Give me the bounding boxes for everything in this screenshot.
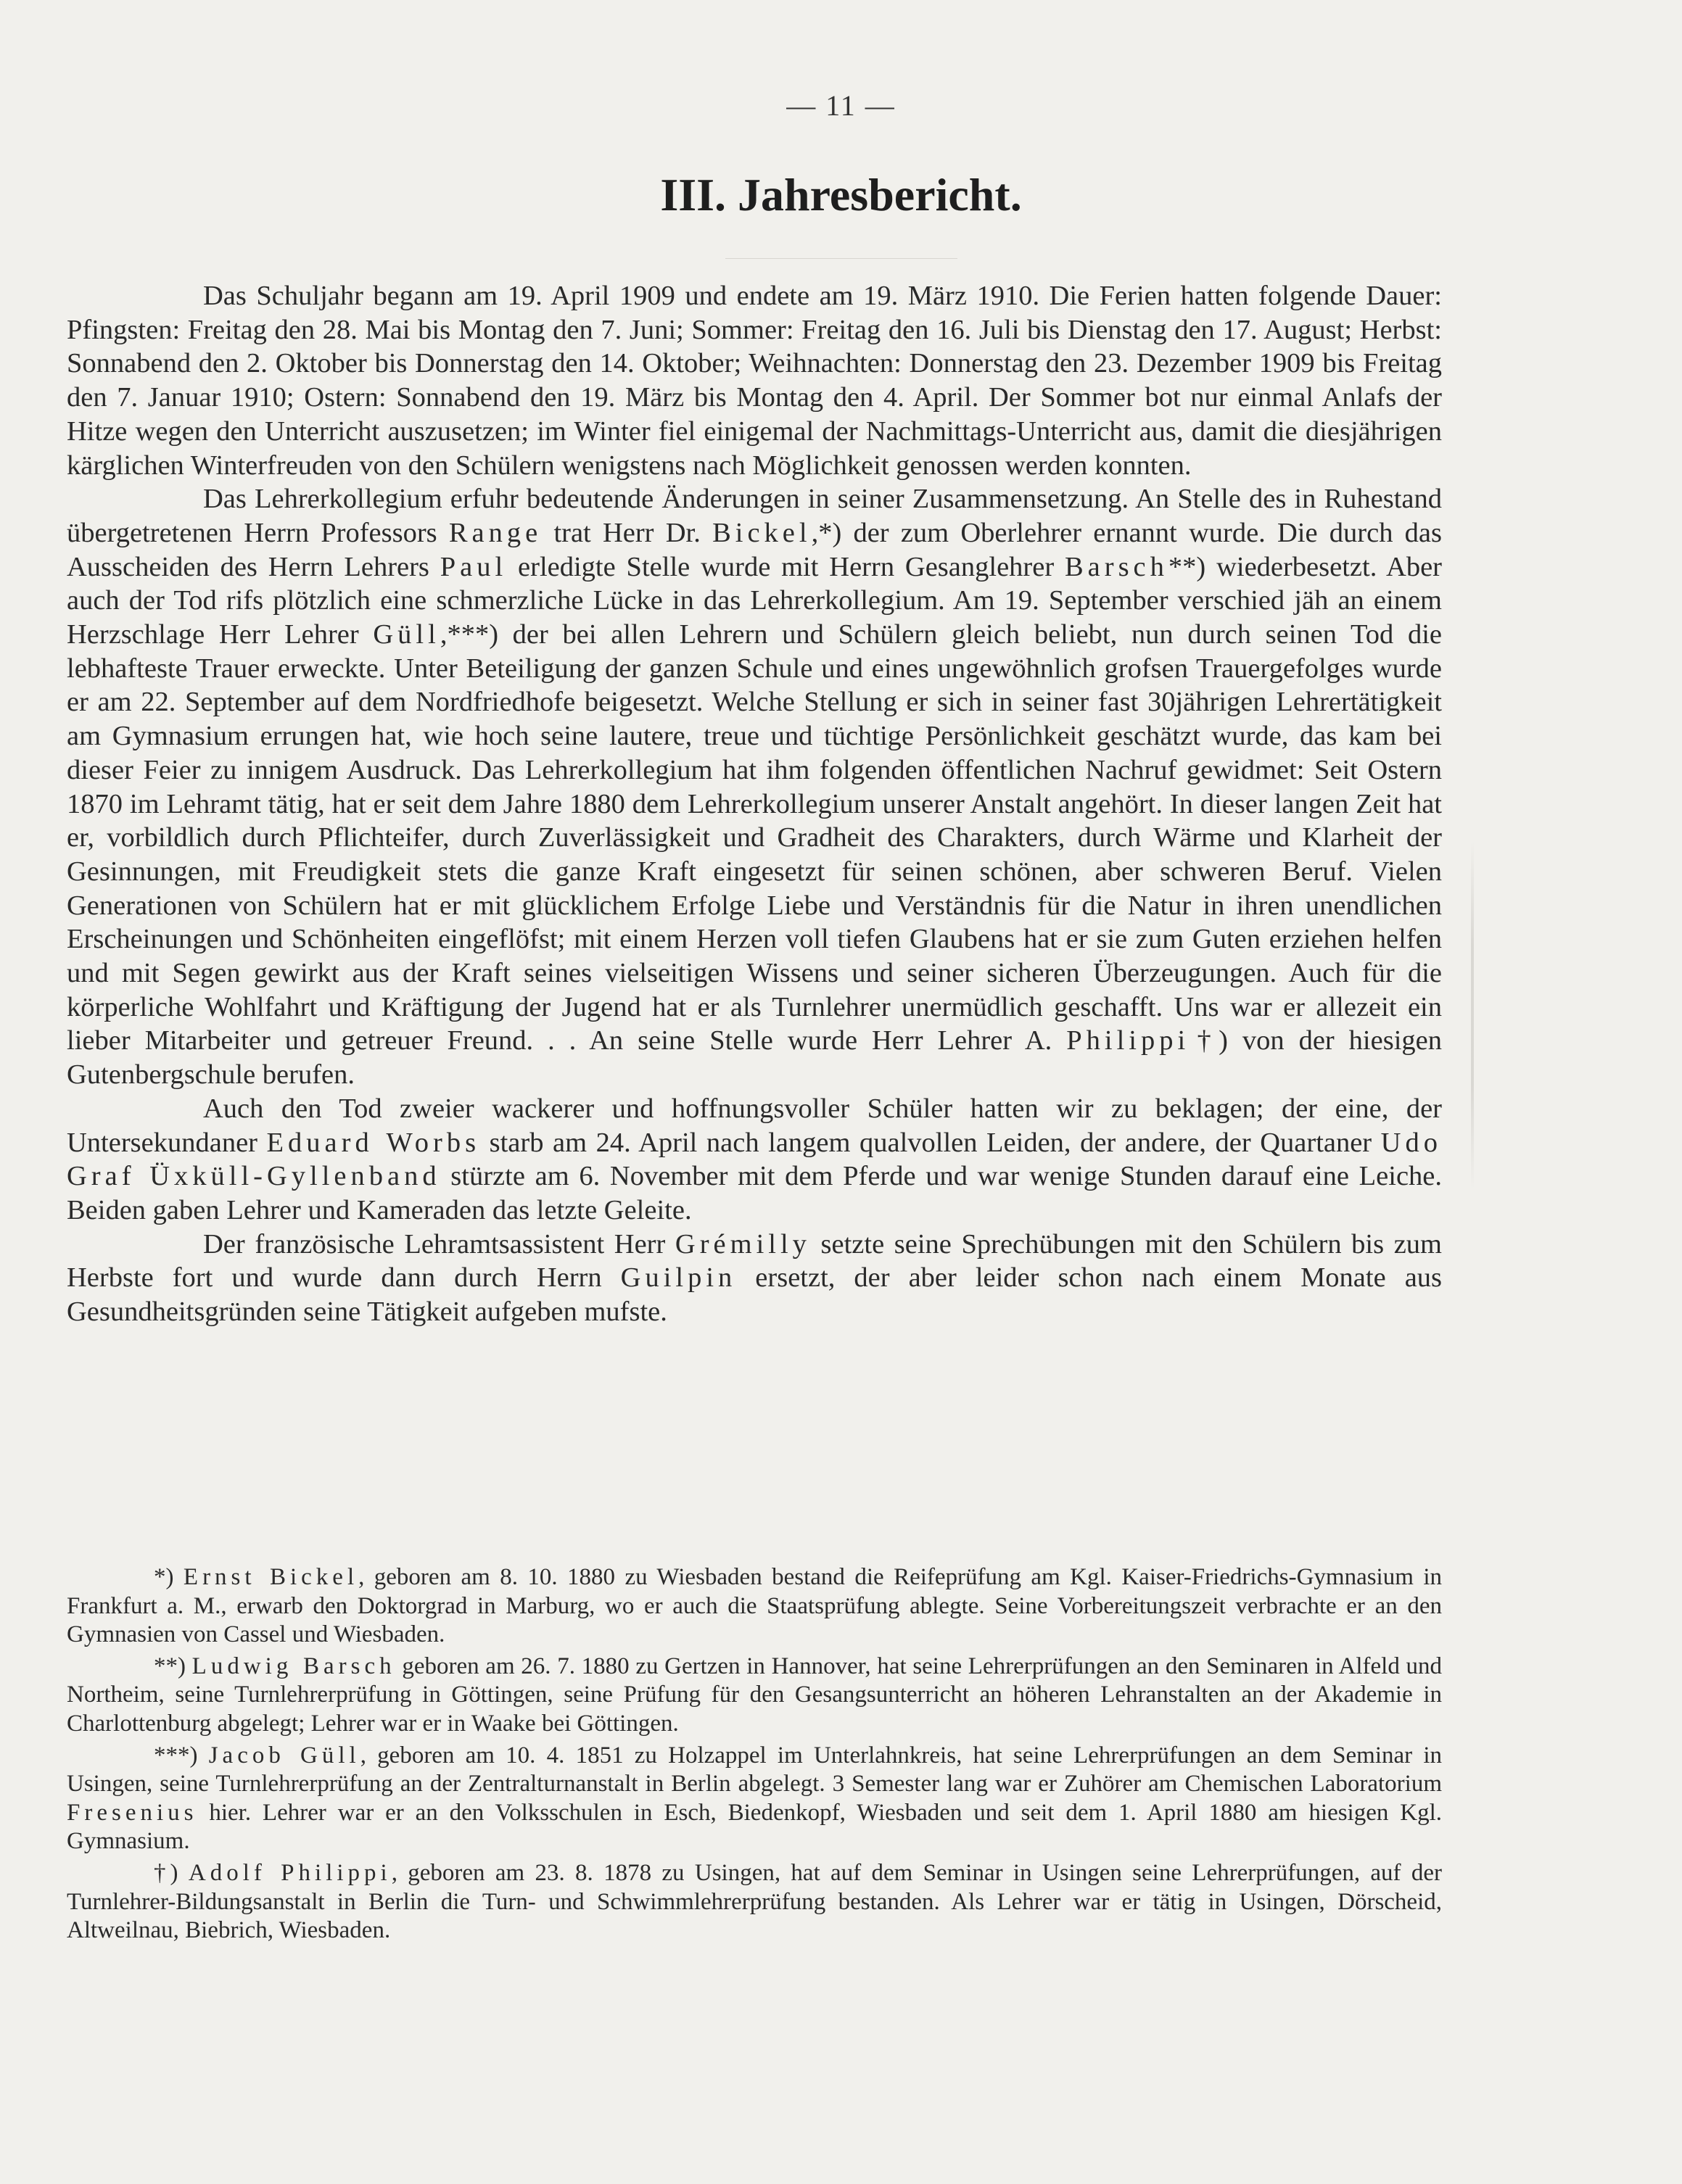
footnote xyxy=(67,1742,1442,1856)
body-paragraph xyxy=(67,279,1442,482)
spaced-name: Güll xyxy=(373,619,440,650)
spaced-name: Range xyxy=(448,517,543,548)
page-number: — 11 — xyxy=(786,89,896,122)
footnotes xyxy=(67,1563,1442,1948)
spaced-name: Bickel xyxy=(712,517,812,548)
spaced-name: Barsch xyxy=(1064,551,1168,582)
spaced-name: Jacob Güll xyxy=(208,1742,360,1769)
body-paragraph xyxy=(67,1092,1442,1228)
text-run: Der französische Lehramtsassistent Herr xyxy=(203,1228,675,1259)
spaced-name: Paul xyxy=(440,551,508,582)
spaced-name: Ernst Bickel xyxy=(183,1564,359,1590)
body-paragraph xyxy=(67,1228,1442,1329)
text-run: †) von der hiesigen Gutenbergschule berufen. xyxy=(67,1025,1442,1091)
text-run: erledigte Stelle wurde mit Herrn Gesanglehrer xyxy=(507,551,1065,582)
text-run: ,***) der bei allen Lehrern und Schülern gleich beliebt, nun durch seinen Tod die lebhafteste Trauer erweckte. Unter Beteiligung der ganzen Schule und eines ungewöhnlich grofsen Trauergefolges wurde er am 22. September auf dem Nordfriedhofe beigesetzt. Welche Stellung er sich in seiner fast 30jährigen Lehrertätigkeit am Gymnasium errungen hat, wie hoch seine lautere, treue und tüchtige Persönlichkeit geschätzt wurde, das kam bei dieser Feier zu innigem Ausdruck. Das Lehrerkollegium hat ihm folgenden öffentlichen Nachruf gewidmet: Seit Ostern 1870 im Lehramt tätig, hat er seit dem Jahre 1880 dem Lehrerkollegium unserer Anstalt angehört. In dieser langen Zeit hat er, vorbildlich durch Pflichteifer, durch Zuverlässigkeit und Gradheit des Charakters, durch Wärme und Klarheit der Gesinnungen, mit Freudigkeit stets die ganze Kraft eingesetzt für seinen schönen, aber schweren Beruf. Vielen Generationen von Schülern hat er mit glücklichem Erfolge Liebe und Verständnis für die Natur in ihren unendlichen Erscheinungen und Schönheiten eingeflöfst; mit einem Herzen voll tiefen Glaubens hat er sie zum Guten erziehen helfen und mit Segen gewirkt aus der Kraft seines vielseitigen Wissens und seiner sicheren Überzeugungen. Auch für die körperliche Wohlfahrt und Kräftigung der Jugend hat er als Turnlehrer unermüdlich geschafft. Uns war er allezeit ein lieber Mitarbeiter und getreuer Freund. . . An seine Stelle wurde Herr Lehrer A. xyxy=(67,619,1442,1056)
footnote-text-run: , geboren am 23. 8. 1878 zu Usingen, hat auf dem Seminar in Usingen seine Lehrerprüfungen, auf der Turnlehrer-Bildungsanstalt in Berlin die Turn- und Schwimmlehrerprüfung bestanden. Als Lehrer war er tätig in Usingen, Dörscheid, Altweilnau, Biebrich, Wiesbaden. xyxy=(67,1859,1442,1944)
footnote-text-run: geboren am 26. 7. 1880 zu Gertzen in Hannover, hat seine Lehrerprüfungen an den Seminaren in Alfeld und Northeim, seine Turnlehrerprüfung in Göttingen, seine Prüfung für den Gesangsunterricht an höheren Lehranstalten an der Akademie in Charlottenburg abgelegt; Lehrer war er in Waake bei Göttingen. xyxy=(67,1653,1442,1737)
spaced-name: Philippi xyxy=(1066,1025,1190,1056)
spaced-name: Eduard Worbs xyxy=(266,1127,481,1158)
section-heading: III. Jahresbericht. xyxy=(660,169,1022,220)
body-paragraph xyxy=(67,482,1442,1092)
text-run: Das Schuljahr begann am 19. April 1909 und endete am 19. März 1910. Die Ferien hatten folgende Dauer: Pfingsten: Freitag den 28. Mai bis Montag den 7. Juni; Sommer: Freitag den 16. Juli bis Dienstag den 17. August; Herbst: Sonnabend den 2. Oktober bis Donnerstag den 14. Oktober; Weihnachten: Donnerstag den 23. Dezember 1909 bis Freitag den 7. Januar 1910; Ostern: Sonnabend den 19. März bis Montag den 4. April. Der Sommer bot nur einmal Anlafs der Hitze wegen den Unterricht auszusetzen; im Winter fiel einigemal der Nachmittags-Unterricht aus, damit die diesjährigen kärglichen Winterfreuden von den Schülern wenigstens nach Möglichkeit genossen werden konnten. xyxy=(67,281,1442,481)
footnote xyxy=(67,1653,1442,1739)
text-run: stürzte am 6. November mit dem Pferde und war wenige Stunden darauf eine Leiche. Beiden gaben Lehrer und Kameraden das letzte Geleite. xyxy=(67,1161,1442,1225)
text-run: Das Lehrerkollegium erfuhr bedeutende Änderungen in seiner Zusammensetzung. An Stelle des in Ruhestand übergetretenen Herrn Professors xyxy=(67,484,1442,548)
footnote-text-run: hier. Lehrer war er an den Volksschulen in Esch, Biedenkopf, Wiesbaden und seit dem 1. April 1880 am hiesigen Kgl. Gymnasium. xyxy=(67,1799,1442,1855)
heading-divider xyxy=(725,258,957,259)
spaced-name: Guilpin xyxy=(620,1262,737,1294)
footnote-text-run: , geboren am 10. 4. 1851 zu Holzappel im Unterlahnkreis, hat seine Lehrerprüfungen an dem Seminar in Usingen, seine Turnlehrerprüfung an der Zentralturnanstalt in Berlin abgelegt. 3 Semester lang war er Zuhörer am Chemischen Laboratorium xyxy=(67,1742,1442,1798)
spaced-name: Adolf Philippi xyxy=(188,1859,392,1886)
spaced-name: Grémilly xyxy=(675,1228,811,1259)
text-run: starb am 24. April nach langem qualvollen Leiden, der andere, der Quartaner xyxy=(480,1127,1381,1158)
footnote xyxy=(67,1859,1442,1945)
spaced-name: Fresenius xyxy=(67,1799,198,1826)
text-run: **) wiederbesetzt. Aber auch der Tod rifs plötzlich eine schmerzliche Lücke in das Lehrerkollegium. Am 19. September verschied jäh an einem Herzschlage Herr Lehrer xyxy=(67,551,1443,650)
annual-report-body xyxy=(67,279,1442,1329)
spaced-name: Udo Graf Üxküll-Gyllenband xyxy=(67,1127,1442,1192)
footnote-text-run: †) xyxy=(154,1859,189,1886)
footnote-text-run: **) xyxy=(154,1653,192,1679)
text-run: Auch den Tod zweier wackerer und hoffnungsvoller Schüler hatten wir zu beklagen; der eine, der Untersekundaner xyxy=(67,1093,1442,1158)
text-run: trat Herr Dr. xyxy=(542,517,713,548)
text-run: setzte seine Sprechübungen mit den Schülern bis zum Herbste fort und wurde dann durch Herrn xyxy=(67,1228,1442,1294)
footnote-text-run: *) xyxy=(154,1564,184,1590)
footnote xyxy=(67,1563,1442,1650)
footnote-text-run: , geboren am 8. 10. 1880 zu Wiesbaden bestand die Reifeprüfung am Kgl. Kaiser-Friedrichs-Gymnasium in Frankfurt a. M., erwarb den Doktorgrad in Marburg, wo er auch die Staatsprüfung ablegte. Seine Vorbereitungszeit verbrachte er an den Gymnasien von Cassel und Wiesbaden. xyxy=(67,1564,1442,1648)
spaced-name: Ludwig Barsch xyxy=(191,1653,396,1679)
footnote-text-run: ***) xyxy=(154,1742,209,1769)
text-run: ersetzt, der aber leider schon nach einem Monate aus Gesundheitsgründen seine Tätigkeit aufgeben mufste. xyxy=(67,1262,1443,1328)
text-run: ,*) der zum Oberlehrer ernannt wurde. Die durch das Ausscheiden des Herrn Lehrers xyxy=(67,517,1442,582)
page-edge-shadow xyxy=(1471,841,1474,1189)
